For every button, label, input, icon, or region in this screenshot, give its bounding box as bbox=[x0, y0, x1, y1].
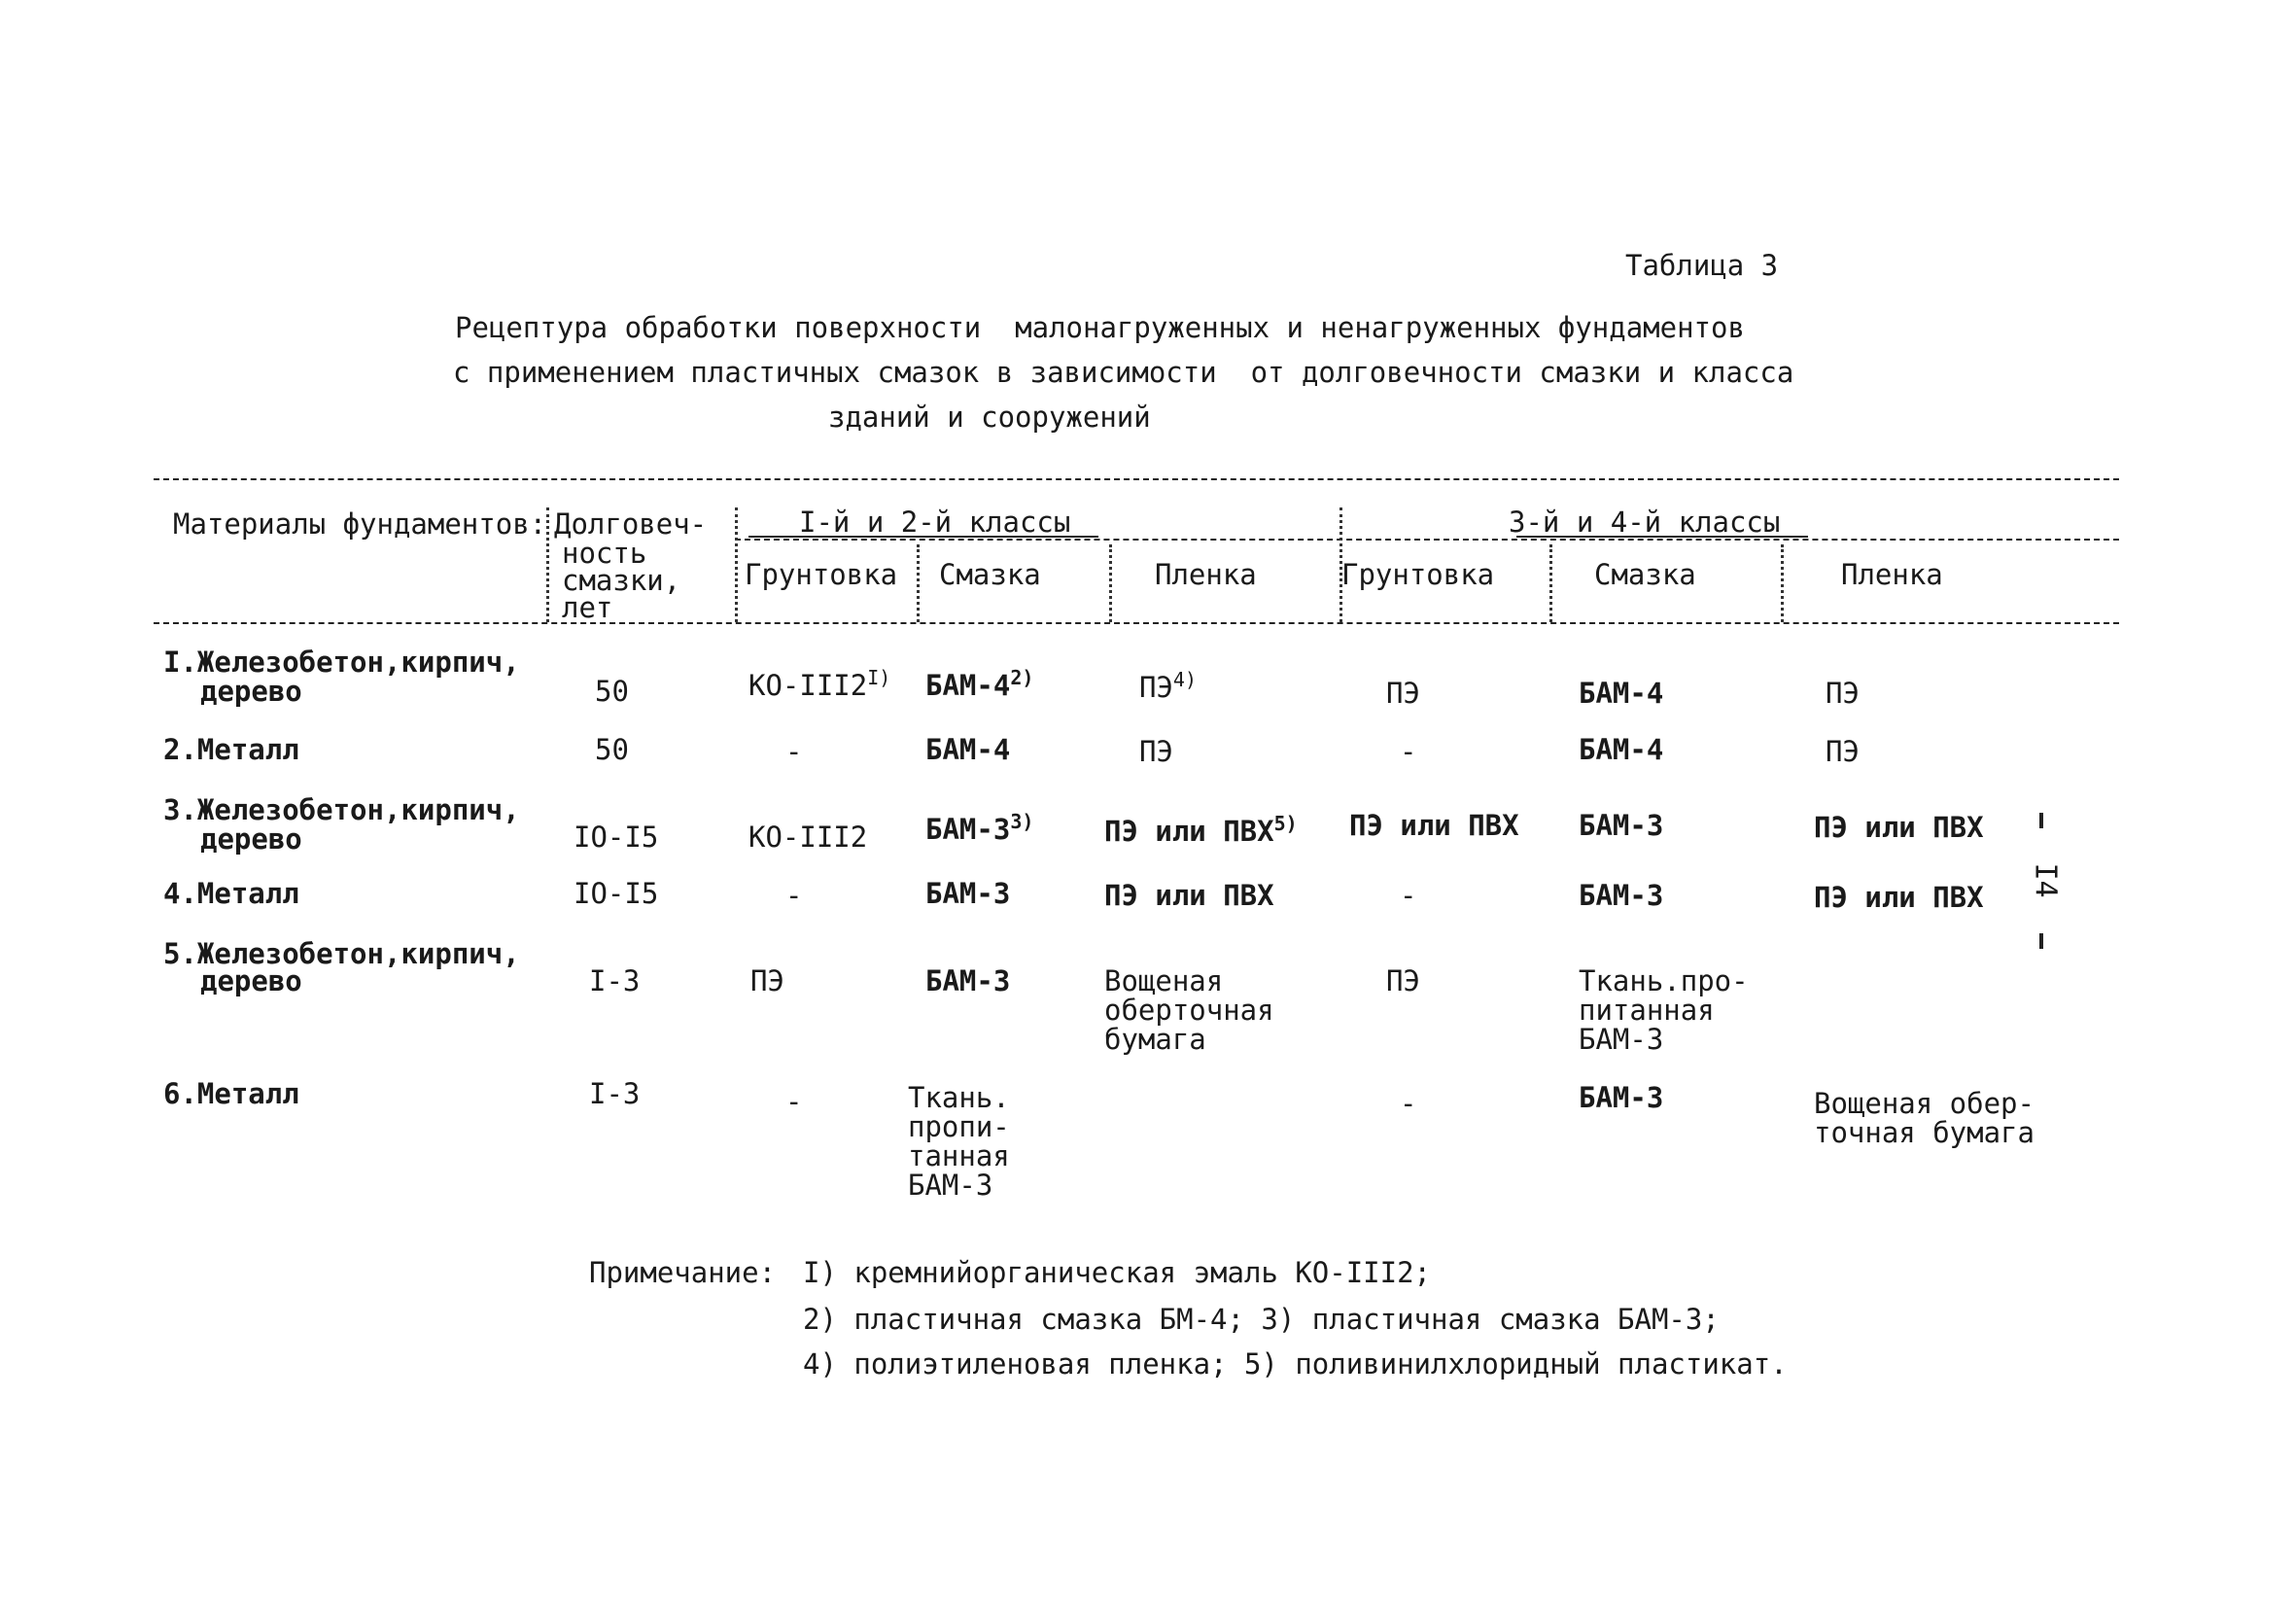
row-durability: 50 bbox=[595, 733, 629, 766]
row-film1-l2: оберточная bbox=[1104, 994, 1274, 1027]
row-film2-l2: точная бумага bbox=[1814, 1116, 2035, 1149]
row-number: I. bbox=[163, 646, 197, 679]
col-sep-grease1 bbox=[1109, 544, 1112, 622]
row-grease2: БАМ-3 bbox=[1579, 1081, 1664, 1114]
row-primer2: ПЭ или ПВХ bbox=[1349, 809, 1519, 842]
row-number: 4. bbox=[163, 877, 197, 910]
header-durability-3: смазки, bbox=[562, 564, 681, 597]
row-durability: IO-I5 bbox=[574, 821, 659, 854]
row-durability: I-3 bbox=[589, 964, 641, 997]
notes-label: Примечание: bbox=[589, 1256, 777, 1289]
row-grease1: БАМ-3$^{3)}$ bbox=[925, 810, 1034, 846]
row-material: Металл bbox=[196, 733, 299, 766]
title-line-1: Рецептура обработки поверхности малонагруженных и ненагруженных фундаментов bbox=[455, 311, 1745, 344]
row-primer1: - bbox=[785, 1085, 803, 1118]
row-primer2: ПЭ bbox=[1386, 964, 1420, 997]
row-film1: ПЭ$^{4)}$ bbox=[1139, 668, 1198, 704]
header-materials: Материалы фундаментов: bbox=[173, 507, 547, 541]
subheader-rule bbox=[735, 539, 2119, 541]
header-grease2: Смазка bbox=[1594, 558, 1696, 591]
col-sep-primer1 bbox=[917, 544, 920, 622]
row-material: Металл bbox=[196, 1077, 299, 1110]
row-material: Металл bbox=[196, 877, 299, 910]
row-primer1: - bbox=[785, 735, 803, 768]
note-2: 2) пластичная смазка БМ-4; 3) пластичная смазка БАМ-3; bbox=[803, 1303, 1720, 1336]
row-number: 3. bbox=[163, 793, 197, 826]
row-grease1: БАМ-3 bbox=[925, 964, 1011, 997]
header-grease1: Смазка bbox=[939, 558, 1041, 591]
page-number-dash-bottom bbox=[2039, 933, 2043, 949]
row-durability: IO-I5 bbox=[574, 877, 659, 910]
row-material-cont: дерево bbox=[200, 822, 302, 856]
row-material: Железобетон,кирпич, bbox=[196, 937, 520, 970]
col-sep-grease2 bbox=[1781, 544, 1784, 622]
row-primer2: - bbox=[1400, 735, 1417, 768]
page-number-dash-top bbox=[2039, 813, 2043, 828]
table-row bbox=[163, 735, 299, 764]
row-primer2: - bbox=[1400, 1087, 1417, 1120]
row-film1-l1: Вощеная bbox=[1104, 964, 1224, 997]
row-primer1: КО-III2 bbox=[748, 821, 868, 854]
row-grease2: БАМ-4 bbox=[1579, 677, 1664, 710]
row-film2: ПЭ bbox=[1826, 677, 1860, 710]
row-primer2: ПЭ bbox=[1386, 677, 1420, 710]
table-row bbox=[163, 795, 520, 824]
header-bottom-rule bbox=[154, 622, 2119, 624]
row-grease1: БАМ-3 bbox=[925, 877, 1011, 910]
row-grease1: БАМ-4 bbox=[925, 733, 1011, 766]
row-grease2: БАМ-4 bbox=[1579, 733, 1664, 766]
row-grease1-l3: танная bbox=[908, 1139, 1010, 1172]
row-material: Железобетон,кирпич, bbox=[196, 793, 520, 826]
header-film1: Пленка bbox=[1155, 558, 1257, 591]
header-durability-2: ность bbox=[562, 537, 647, 570]
table-label: Таблица 3 bbox=[1625, 249, 1779, 282]
row-grease1: БАМ-4$^{2)}$ bbox=[925, 666, 1034, 702]
table-row bbox=[163, 647, 520, 677]
row-primer1: ПЭ bbox=[750, 964, 784, 997]
page-number: I4 bbox=[2028, 862, 2063, 898]
table-row bbox=[163, 879, 299, 908]
row-grease2-l3: БАМ-3 bbox=[1579, 1023, 1664, 1056]
row-film1-l3: бумага bbox=[1104, 1023, 1206, 1056]
header-durability-1: Долговеч- bbox=[554, 507, 708, 541]
row-number: 2. bbox=[163, 733, 197, 766]
header-film2: Пленка bbox=[1841, 558, 1943, 591]
row-grease1-l2: пропи- bbox=[908, 1110, 1010, 1143]
row-film1: ПЭ bbox=[1139, 735, 1173, 768]
header-group2: 3-й и 4-й классы bbox=[1509, 506, 1781, 539]
header-group1: I-й и 2-й классы bbox=[799, 506, 1071, 539]
row-film1: ПЭ или ПВХ$^{5)}$ bbox=[1104, 812, 1298, 848]
row-film2: ПЭ или ПВХ bbox=[1814, 881, 1984, 914]
row-material: Железобетон,кирпич, bbox=[196, 646, 520, 679]
row-material-cont: дерево bbox=[200, 964, 302, 997]
row-grease2-l2: питанная bbox=[1579, 994, 1715, 1027]
row-film2-l1: Вощеная обер- bbox=[1814, 1087, 2035, 1120]
row-number: 5. bbox=[163, 937, 197, 970]
header-primer1: Грунтовка bbox=[745, 558, 898, 591]
row-grease1-l1: Ткань. bbox=[908, 1081, 1010, 1114]
title-line-3: зданий и сооружений bbox=[828, 401, 1151, 434]
title-line-2: с применением пластичных смазок в зависимости от долговечности смазки и класса bbox=[453, 356, 1794, 389]
row-primer1: - bbox=[785, 879, 803, 912]
row-film2: ПЭ bbox=[1826, 735, 1860, 768]
row-primer1: $КО-III2^{I)}$ bbox=[748, 666, 891, 702]
row-grease2: БАМ-3 bbox=[1579, 879, 1664, 912]
header-primer2: Грунтовка bbox=[1341, 558, 1495, 591]
note-1: I) кремнийорганическая эмаль КО-III2; bbox=[803, 1256, 1432, 1289]
row-grease1-l4: БАМ-3 bbox=[908, 1169, 993, 1202]
row-number: 6. bbox=[163, 1077, 197, 1110]
col-sep-durability bbox=[735, 507, 738, 622]
col-sep-materials bbox=[546, 507, 549, 622]
row-durability: I-3 bbox=[589, 1077, 641, 1110]
note-3: 4) полиэтиленовая пленка; 5) поливинилхлоридный пластикат. bbox=[803, 1347, 1788, 1381]
row-primer2: - bbox=[1400, 879, 1417, 912]
row-grease2-l1: Ткань.про- bbox=[1579, 964, 1749, 997]
table-row bbox=[163, 1079, 299, 1108]
row-film2: ПЭ или ПВХ bbox=[1814, 811, 1984, 844]
table-top-rule bbox=[154, 478, 2119, 480]
row-grease2: БАМ-3 bbox=[1579, 809, 1664, 842]
header-durability-4: лет bbox=[562, 591, 613, 624]
row-durability: 50 bbox=[595, 675, 629, 708]
row-film1: ПЭ или ПВХ bbox=[1104, 879, 1274, 912]
row-material-cont: дерево bbox=[200, 675, 302, 708]
col-sep-primer2 bbox=[1549, 544, 1552, 622]
